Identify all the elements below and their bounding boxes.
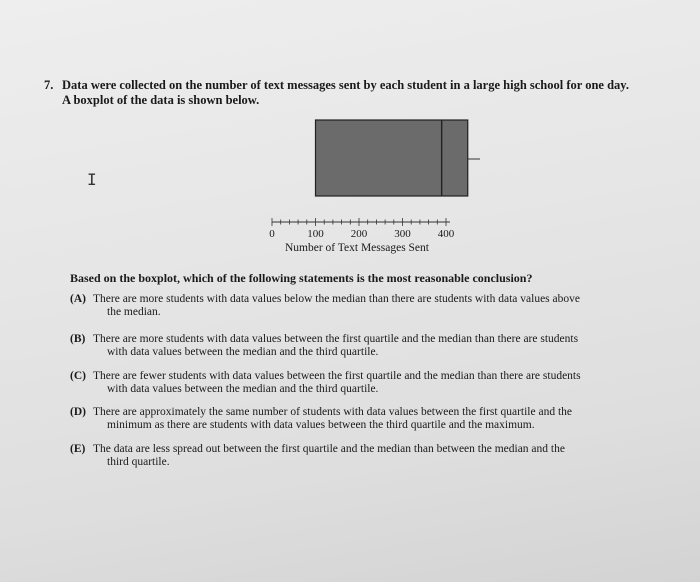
x-axis-label: Number of Text Messages Sent: [285, 242, 429, 254]
option-a[interactable]: [70, 293, 670, 319]
x-tick-label: 100: [307, 228, 324, 240]
option-text: There are more students with data values below the median than there are students with data values above: [93, 293, 580, 305]
option-text: with data values between the median and the third quartile.: [107, 346, 379, 358]
x-tick-label: 400: [437, 228, 455, 240]
option-c[interactable]: [70, 370, 670, 396]
option-text: There are approximately the same number of students with data values between the first quartile and the: [93, 406, 572, 418]
option-letter: (A): [70, 293, 86, 305]
option-text: There are more students with data values between the first quartile and the median than there are students: [93, 333, 579, 345]
x-tick-label: 300: [394, 228, 411, 240]
option-letter: (D): [70, 406, 86, 418]
option-letter: (B): [70, 333, 86, 345]
question-prompt: Based on the boxplot, which of the following statements is the most reasonable conclusion?: [70, 271, 533, 285]
option-e[interactable]: [70, 443, 670, 469]
x-tick-label: 200: [350, 228, 368, 240]
question-number: 7.: [44, 78, 54, 92]
option-text: The data are less spread out between the first quartile and the median than between the median and the: [93, 443, 565, 455]
question-header: [44, 78, 684, 108]
option-d[interactable]: [70, 406, 670, 432]
boxplot-box: [316, 120, 468, 196]
option-b[interactable]: [70, 333, 670, 359]
option-letter: (E): [70, 443, 86, 455]
option-text: with data values between the median and the third quartile.: [107, 383, 379, 395]
option-text: the median.: [107, 306, 161, 318]
question-text-line1: Data were collected on the number of text messages sent by each student in a large high school for one day.: [62, 78, 629, 92]
option-letter: (C): [70, 370, 86, 382]
option-text: There are fewer students with data values between the first quartile and the median than there are students: [93, 370, 581, 382]
x-tick-label: 0: [269, 228, 275, 240]
boxplot-chart: [260, 112, 480, 262]
option-text: third quartile.: [107, 456, 170, 468]
text-cursor-icon: I: [87, 170, 97, 189]
question-text-line2: A boxplot of the data is shown below.: [62, 93, 260, 107]
option-text: minimum as there are students with data values between the third quartile and the maximum.: [107, 419, 535, 431]
